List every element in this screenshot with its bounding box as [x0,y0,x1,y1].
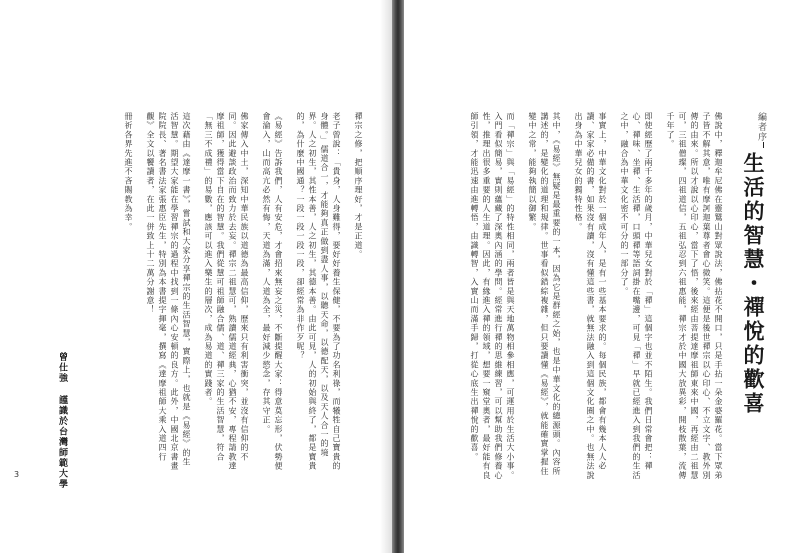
right-paragraph: 佛說中，釋迦牟尼佛在靈鷲山對眾說法，佛拈花不開口，只是手拈一朵金婆羅花。當下眾弟子皆不解其意，唯有摩訶迦葉尊者會心微笑。這便是後世禪宗以心印心、不立文字、教外別傳的由來。所以才說以心印心，當下了悟，後來經由菩提達摩祖師東來中國，再經由二祖慧可，三祖僧璨，四祖道信，五祖弘忍到六祖惠能，禪宗才於中國大放異彩，開枝散葉，流傳千年了。 [666,112,723,480]
left-page-edge-shadow [380,0,392,553]
left-page [0,0,392,553]
preface-title: 生活的智慧・禪悅的歡喜 [741,152,766,416]
right-page [404,0,796,553]
page-number: 3 [14,470,20,479]
right-page-text [424,112,724,482]
right-paragraph: 即使經歷了兩千多年的歲月，中華兒女對於「禪」這個字也並不陌生。我們日常會把：禪心、禪味、坐禪、生活禪，口頭禪等語詞掛在嘴邊，可見「禪」早就已經進入到我們的生活之中，融合為中華文化密不可分的一部分了。 [620,112,653,480]
left-paragraph: 《易經》告訴我們，人有安危，才會招來無妄之災，不斷提醒大家：得意莫忘形，伏勢便會淪入，山而高亢必然有悔，天道為滿，人道為全，最好減少慾念，存其守正。 [262,112,283,471]
left-paragraph: 禪宗之修，把順序理好，才是正道。 [354,112,363,260]
right-paragraph: 其中，《易經》無疑是最重要的一本，因為它是群經之始，也是中華文化的總源頭。內容所講述的，是變化的道理和規律。世事看似錯綜複雜，但只要讀懂《易經》，就能確實掌握住變中之常，能夠執簡以御繁。 [528,112,561,476]
author-signature: 曾仕強 謹識於台灣師範大學 [57,352,67,490]
title-rule [763,142,764,148]
preface-label: 編者序 [756,112,766,142]
right-paragraph: 而「禪宗」與「易經」的特性相同，兩者皆是與天地萬物相參相應，可運用於生活大小事。入門看似簡易，實則蘊藏了深奧內涵的學問。經常進行禪的思維練習，可以幫助我們修養心性，推理出很多重要的人生道理。因此，有緣進入禪的領域，想要一窺堂奧者，最好能有良師引領，才能迅速由進轉悟，由識轉智，入實山而滿手歸，打從心底生出禪悅的歡喜。 [470,112,515,480]
left-paragraph: 這次藉由《達摩一書》，嘗試和大家分享禪宗的生活智慧，實際上，也就是《易經》的生活智慧。期望大家能在學習禪宗的過程中找到一條內心安頓的良方。此外，中國北京書畫院院長、著名書法家張惠臣先生，特別為本書提字揮毫，撰寫《達摩祖師大乘入道四行觀》全文以饗讀者，在此一併致上十二萬分謝意！ [146,112,191,471]
right-paragraph: 事實上，中華文化對於一個成年人，是有一些基本要求的。每個民族，都會有幾本人人必讀、家家必備的書，如果沒有讀，沒有懂這些書，就無法融入到這個文化圈之中。也無法說出身為中華兒女的獨特性格。 [574,112,607,480]
left-paragraph: 老子曾說：「貴身，人身難得，要好好養生保健，不要為了功名利祿，而犧牲自己寶貴的身體。」儒道合一，才能夠真正做到盡人事，以聽天命，以德配天，以及天人合一的境界。人之初生，其性本善，人之初生，其德本善。由此可見，人的初始與終了，都是寶貴的，為什麼中國通？一段一段一段一段，卻經常為非作歹呢？ [296,112,341,471]
left-paragraph: 佛家傳入中土，深知中華民族以道德為最高信仰，歷來只有利害衝突，並沒有信仰的不同。因此避談政治而致力於去妄。禪宗二祖慧可，熟讀儒道經典，心猶不安，專程請教達摩祖師，獲得當下自在的智慧。我們從慧可祖師融合儒、道、禪三家的生活智慧，符合「無三不成禮」的易數，應該可以進入樂生的層次，成為易道的實踐者。 [204,112,249,471]
book-gutter [392,0,404,553]
left-page-text [52,112,364,472]
left-paragraph: 冊祈各界先進不吝賜教為幸。 [124,112,133,232]
